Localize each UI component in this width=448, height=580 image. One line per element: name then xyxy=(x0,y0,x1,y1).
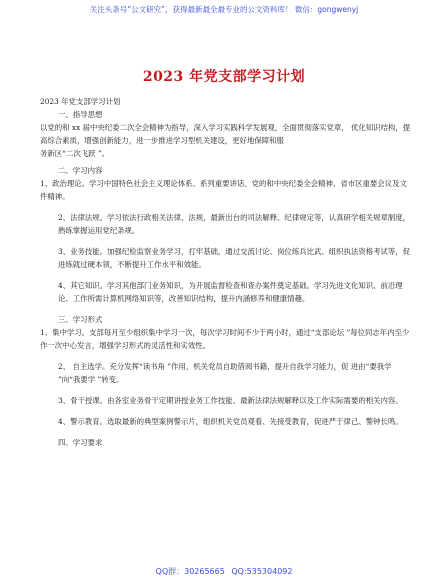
list-item: 2、 自主选学。充分发挥“读书角 ”作用，机关党员自助借阅书籍，提升自我学习能力，促 进由“要我学 ”向“我要学 ”转变。 xyxy=(58,362,392,384)
section-heading-study-content: 二、学习内容 xyxy=(58,166,103,175)
paragraph: 以党的和 xx 届中央纪委二次全会精神为指导，深入学习实践科学发展观，全面贯彻落实党章， 优化知识结构，提高综合素质，增强创新能力，进一步推进学习型机关建设，更好地保障和服 xyxy=(40,123,411,145)
document-body xyxy=(40,95,412,449)
header-banner: 关注头条号“公文研究”，获得最新最全最专业的公文资料库！ 微信：gongwenyj xyxy=(89,5,359,14)
section-heading-study-requirements: 四、学习要求 xyxy=(58,438,103,447)
list-item: 3、业务技能。加强纪检监察业务学习，打牢基础，通过交流讨论、岗位练兵比武、组织执法资格考试等，促进练就过硬本领，不断提升工作水平和效能。 xyxy=(58,247,411,269)
list-item: 4、警示教育。选取最新的典型案例警示片，组织机关党员观看、先接受教育，促进严于律己、警钟长鸣。 xyxy=(58,417,403,426)
section-heading-study-format: 三、学习形式 xyxy=(58,315,103,324)
section-heading-guiding-ideology: 一、指导思想 xyxy=(58,110,103,119)
list-item: 1、政治理论。学习中国特色社会主义理论体系、系列重要讲话、党的和中央纪委全会精神、省市区重要会议及文件精神。 xyxy=(40,179,407,201)
list-item: 1、集中学习。支部每月至少组织集中学习一次，每次学习时间不少于两小时，通过“支部论坛 ”每位同志年内至少作一次中心发言，增强学习形式的灵活性和实效性。 xyxy=(40,328,410,350)
footer-contact: QQ群：30265665 QQ:535304092 xyxy=(155,567,293,576)
document-subtitle: 2023 年党支部学习计划 xyxy=(40,97,121,106)
list-item: 4、其它知识。学习其他部门业务知识，为开展监督检查和查办案件奠定基础。学习先进文化知识、前沿理论、工作所需计算机网络知识等，改善知识结构，提升内涵修养和健康情趣。 xyxy=(58,281,403,303)
paragraph: 务新区“二次飞跃 ”。 xyxy=(40,149,110,158)
list-item: 2、法律法规。学习依法行政相关法律、法规，最新出台的司法解释、纪律规定等，认真研学相关规章制度，熟练掌握运用党纪条规。 xyxy=(58,213,411,235)
list-item: 3、骨干授课。由各室业务骨干定期讲授业务工作技能、最新法律法规解释以及工作实际需要的相关内容。 xyxy=(58,396,403,405)
page-title: 2023 年党支部学习计划 xyxy=(142,69,306,85)
